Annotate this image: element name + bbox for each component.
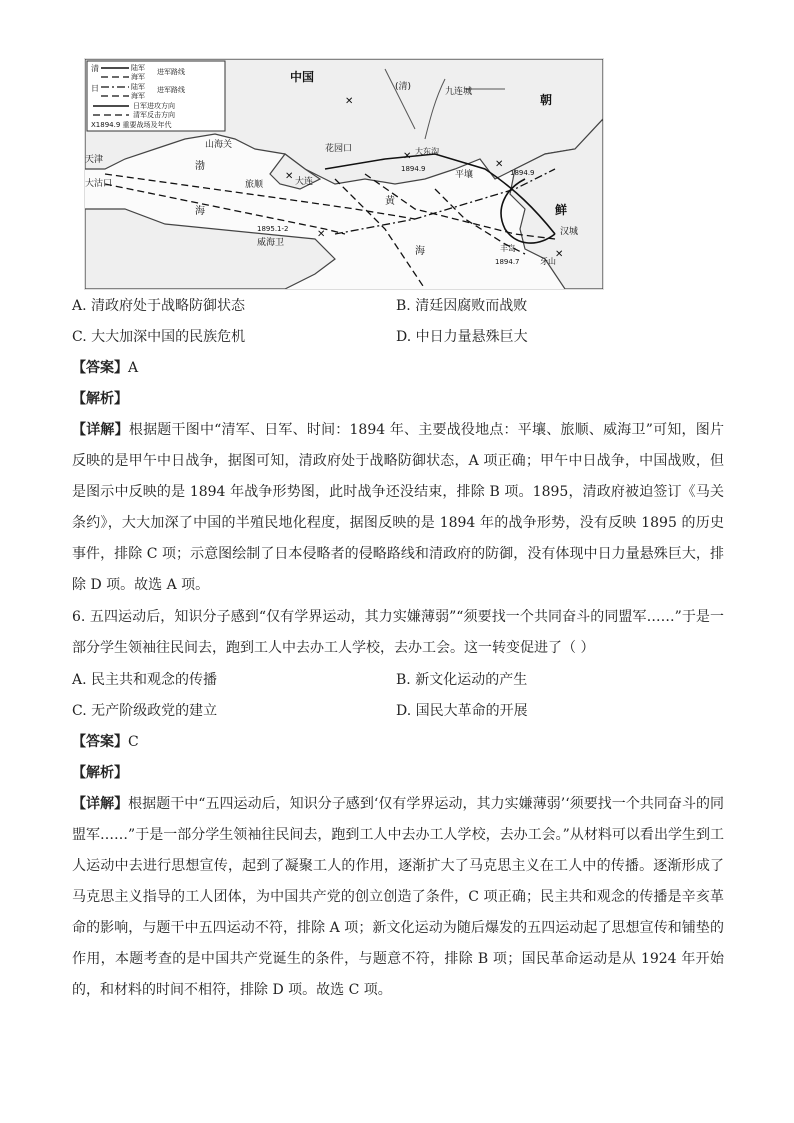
war-map-figure — [84, 58, 604, 290]
svg-text:进军路线: 进军路线 — [157, 86, 185, 94]
svg-text:清: 清 — [91, 64, 99, 73]
svg-text:渤: 渤 — [195, 161, 205, 172]
q6-option-b: B. 新文化运动的产生 — [396, 672, 528, 688]
svg-text:陆军: 陆军 — [131, 83, 145, 91]
svg-text:1895.1-2: 1895.1-2 — [257, 225, 289, 233]
q5-answer — [72, 358, 138, 378]
svg-text:✕: ✕ — [317, 229, 326, 240]
q5-option-a: A. 清政府处于战略防御状态 — [72, 298, 246, 314]
svg-text:大沽口: 大沽口 — [85, 179, 113, 189]
svg-text:平壤: 平壤 — [455, 170, 474, 180]
svg-text:日: 日 — [91, 84, 99, 93]
svg-text:✕: ✕ — [345, 96, 354, 107]
svg-text:中国: 中国 — [290, 70, 315, 84]
svg-text:✕: ✕ — [285, 171, 294, 182]
q6-option-d: D. 国民大革命的开展 — [396, 703, 528, 719]
svg-text:1894.9: 1894.9 — [401, 165, 426, 173]
answer-value: A — [128, 360, 139, 376]
q5-analysis-tag: 【解析】 — [72, 391, 128, 407]
q6-analysis-tag: 【解析】 — [72, 765, 128, 781]
q5-option-d: D. 中日力量悬殊巨大 — [396, 329, 528, 345]
q5-option-c: C. 大大加深中国的民族危机 — [72, 329, 246, 345]
svg-text:大东沟: 大东沟 — [415, 147, 439, 156]
detail-tag: 【详解】 — [72, 422, 129, 438]
svg-text:黄: 黄 — [385, 196, 395, 207]
q5-detail — [72, 415, 724, 601]
svg-text:汉城: 汉城 — [560, 227, 579, 237]
war-map-svg — [85, 59, 603, 289]
svg-text:九连城: 九连城 — [445, 87, 473, 97]
svg-text:天津: 天津 — [85, 155, 104, 165]
q6-option-c: C. 无产阶级政党的建立 — [72, 703, 218, 719]
svg-text:日军进攻方向: 日军进攻方向 — [133, 102, 175, 110]
svg-text:山海关: 山海关 — [205, 140, 233, 150]
svg-text:牙山: 牙山 — [540, 257, 556, 266]
svg-text:威海卫: 威海卫 — [257, 238, 285, 248]
svg-text:(清): (清) — [395, 82, 412, 92]
q6-stem: 6. 五四运动后，知识分子感到“仅有学界运动，其力实嫌薄弱”“须要找一个共同奋斗的同盟军……”于是一部分学生领袖往民间去，跑到工人中去办工人学校，去办工会。这一转变促进了（ ） — [72, 609, 724, 656]
route-japan-navy-1 — [335, 179, 425, 289]
svg-text:海军: 海军 — [131, 73, 145, 81]
map-land-shandong — [85, 209, 335, 289]
detail-text: 根据题干图中“清军、日军、时间：1894 年、主要战役地点：平壤、旅顺、威海卫”可知，图片反映的是甲午中日战争，据图可知，清政府处于战略防御状态，A 项正确；甲午中日战争，中国战败，但是图示中反映的是 1894 年战争形势图，此时战争还没结束，排除 B 项。1895，清政府被迫签订《马关条约》，大大加深了中国的半殖民地化程度，据图反映的是 1894 年的战争形势，没有反映 1895 的历史事件，排除 C 项；示意图绘制了日本侵略者的侵略路线和清政府的防御，没有体现中日力量悬殊巨大，排除 D 项。故选 A 项。 — [72, 422, 724, 593]
svg-text:海: 海 — [415, 246, 425, 257]
svg-text:进军路线: 进军路线 — [157, 68, 185, 76]
svg-text:鲜: 鲜 — [555, 203, 568, 217]
svg-text:X1894.9 重要战场及年代: X1894.9 重要战场及年代 — [91, 121, 172, 129]
svg-text:清军反击方向: 清军反击方向 — [133, 111, 175, 119]
svg-text:✕: ✕ — [495, 159, 504, 170]
svg-text:✕: ✕ — [555, 249, 564, 260]
answer-tag: 【答案】 — [72, 360, 128, 376]
q6-answer: 【答案】C — [72, 734, 139, 750]
svg-text:丰岛: 丰岛 — [500, 244, 516, 253]
svg-text:1894.9: 1894.9 — [510, 169, 535, 177]
svg-text:大连: 大连 — [295, 177, 314, 187]
svg-text:海军: 海军 — [131, 92, 145, 100]
svg-text:朝: 朝 — [540, 93, 553, 107]
svg-text:1894.7: 1894.7 — [495, 258, 520, 266]
svg-text:海: 海 — [195, 206, 205, 217]
q5-option-b: B. 清廷因腐败而战败 — [396, 298, 528, 314]
q6-option-a: A. 民主共和观念的传播 — [72, 672, 218, 688]
svg-text:花园口: 花园口 — [325, 144, 353, 154]
svg-text:旅顺: 旅顺 — [245, 180, 264, 190]
svg-text:✕: ✕ — [403, 151, 412, 162]
q6-detail: 【详解】根据题干中“五四运动后，知识分子感到‘仅有学界运动，其力实嫌薄弱’‘须要找一个共同奋斗的同盟军……”于是一部分学生领袖往民间去，跑到工人中去办工人学校，去办工会。”从材料可以看出学生到工人运动中去进行思想宣传，起到了凝聚工人的作用，逐渐扩大了马克思主义在工人中的传播。逐渐形成了马克思主义指导的工人团体，为中国共产党的创立创造了条件，C 项正确；民主共和观念的传播是辛亥革命的影响，与题干中五四运动不符，排除 A 项；新文化运动为随后爆发的五四运动起了思想宣传和铺垫的作用，本题考查的是中国共产党诞生的条件，与题意不符，排除 B 项；国民革命运动是从 1924 年开始的，和材料的时间不相符，排除 D 项。故选 C 项。 — [72, 796, 725, 998]
svg-text:陆军: 陆军 — [131, 64, 145, 72]
